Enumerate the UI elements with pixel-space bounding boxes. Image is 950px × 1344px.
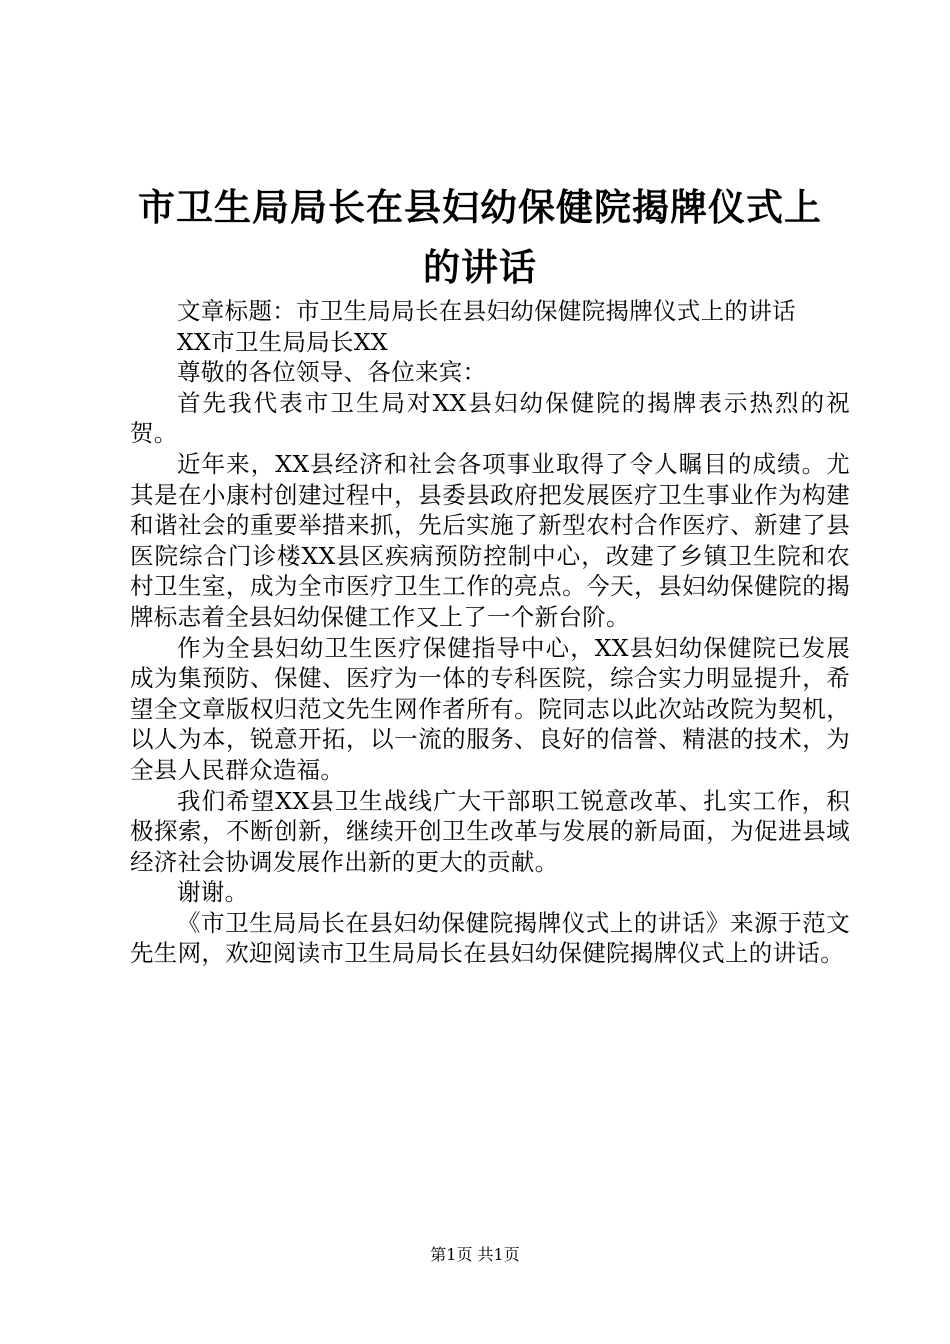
paragraph-speaker: XX市卫生局局长XX (177, 327, 388, 356)
paragraph-source: 《市卫生局局长在县妇幼保健院揭牌仪式上的讲话》来源于范文先生网，欢迎阅读市卫生局局长在县妇幼保健院揭牌仪式上的讲话。 (130, 908, 850, 968)
paragraph-hospital-role: 作为全县妇幼卫生医疗保健指导中心，XX县妇幼保健院已发展成为集预防、保健、医疗为一体的专科医院，综合实力明显提升，希望全文章版权归范文先生网作者所有。院同志以此次站改院为契机，以人为本，锐意开拓，以一流的服务、良好的信誉、精湛的技术，为全县人民群众造福。 (130, 633, 850, 784)
paragraph-achievements: 近年来，XX县经济和社会各项事业取得了令人瞩目的成绩。尤其是在小康村创建过程中，县委县政府把发展医疗卫生事业作为构建和谐社会的重要举措来抓，先后实施了新型农村合作医疗、新建了县医院综合门诊楼XX县区疾病预防控制中心，改建了乡镇卫生院和农村卫生室，成为全市医疗卫生工作的亮点。今天，县妇幼保健院的揭牌标志着全县妇幼保健工作又上了一个新台阶。 (130, 449, 850, 631)
document-body (130, 296, 850, 969)
document-title: 市卫生局局长在县妇幼保健院揭牌仪式上的讲话 (138, 186, 822, 289)
paragraph-thanks: 谢谢。 (177, 878, 249, 907)
paragraph-congratulations: 首先我代表市卫生局对XX县妇幼保健院的揭牌表示热烈的祝贺。 (130, 388, 850, 448)
paragraph-article-title: 文章标题：市卫生局局长在县妇幼保健院揭牌仪式上的讲话 (177, 297, 796, 325)
paragraph-salutation: 尊敬的各位领导、各位来宾： (177, 358, 487, 387)
page-number-footer: 第1页 共1页 (430, 1245, 520, 1264)
paragraph-hopes: 我们希望XX县卫生战线广大干部职工锐意改革、扎实工作，积极探索，不断创新，继续开创卫生改革与发展的新局面，为促进县域经济社会协调发展作出新的更大的贡献。 (130, 786, 850, 876)
